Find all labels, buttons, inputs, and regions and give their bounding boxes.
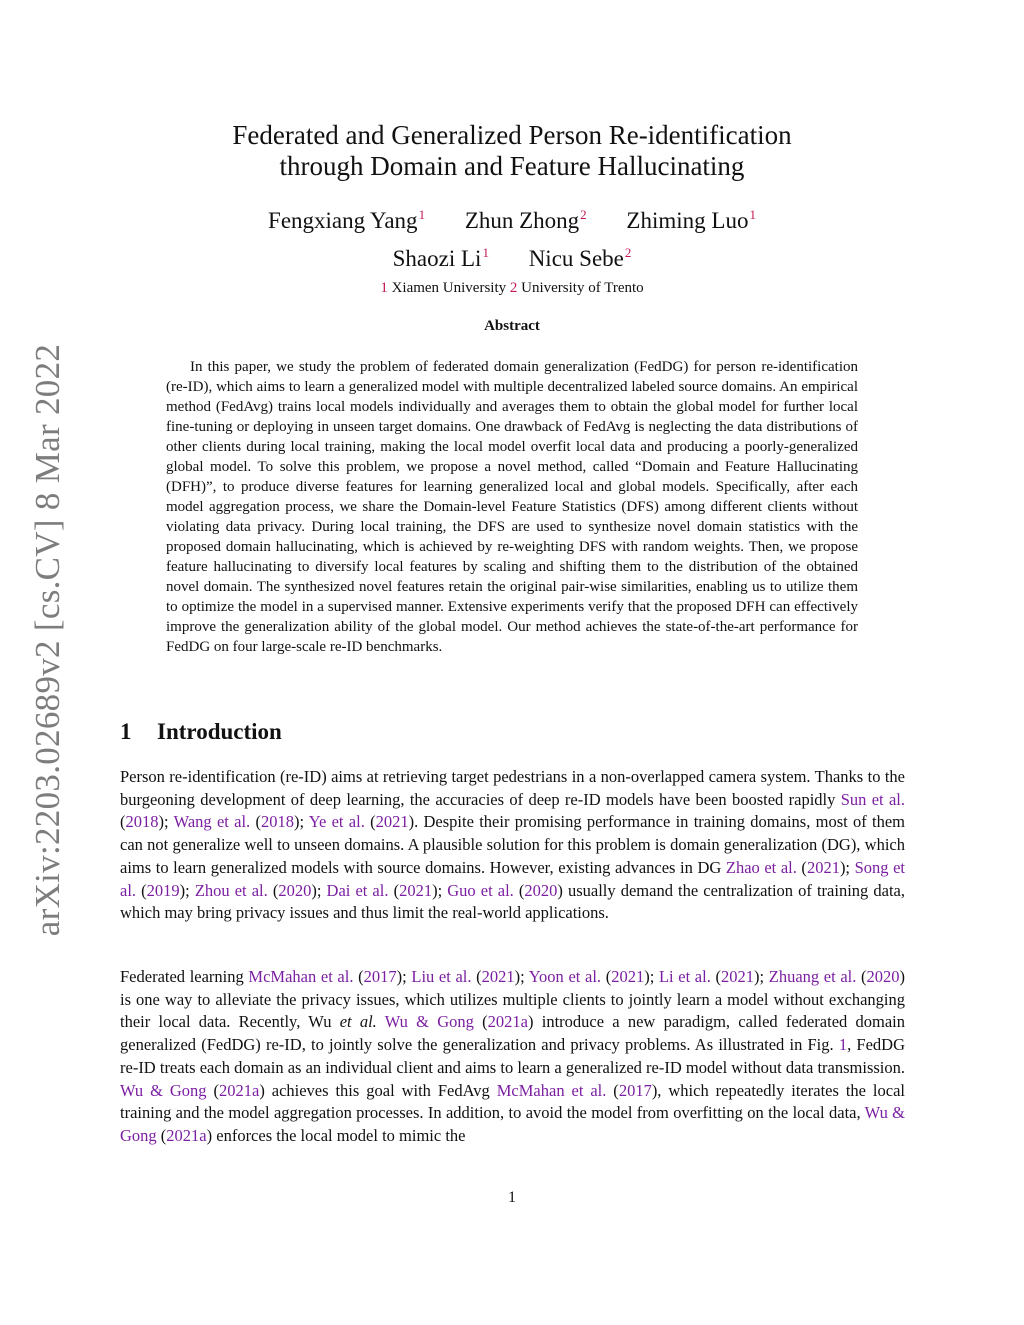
section-heading [120, 719, 282, 745]
citation-link[interactable]: Sun et al. [840, 789, 905, 809]
citation-link[interactable]: 2018 [260, 812, 294, 832]
intro-paragraph: Person re-identification (re-ID) aims at retrieving target pedestrians in a non-overlapped camera system. Thanks to the burgeoning development of deep learning, the accuracies of deep re-ID models have been boosted rapidly Sun et al. (2018); Wang et al. (2018); Ye et al. (2021). Despite their promising performance in training domains, most of them can not generalize well to unseen domains. A plausible solution for this problem is domain generalization (DG), which aims to learn generalized models with source domains. However, existing advances in DG Zhao et al. (2021); Song et al. (2019); Zhou et al. (2020); Dai et al. (2021); Guo et al. (2020) usually demand the centralization of training data, which may bring privacy issues and thus limit the real-world applications. [120, 767, 906, 923]
citation-link[interactable]: 2020 [524, 880, 558, 900]
arxiv-identifier-stamp: arXiv:2203.02689v2 [cs.CV] 8 Mar 2022 [28, 343, 67, 937]
page-number: 1 [508, 1189, 516, 1206]
citation-link[interactable]: 2021 [611, 967, 645, 986]
citation-link[interactable]: Wu & Gong [120, 1103, 906, 1145]
author [393, 237, 489, 275]
citation-link[interactable]: Song et al. [120, 857, 906, 900]
citation-link[interactable]: 2020 [866, 967, 900, 986]
citation-link[interactable]: Wu & Gong [384, 1012, 474, 1032]
affiliation-number[interactable]: 2 [509, 280, 518, 296]
affiliation-number[interactable]: 1 [380, 280, 388, 296]
citation-link[interactable]: 2021 [375, 812, 409, 832]
citation-link[interactable]: 2017 [618, 1080, 652, 1100]
author-row-1 [120, 199, 904, 237]
affiliation-marker[interactable]: 2 [580, 207, 587, 222]
citation-link[interactable]: Dai et al. [326, 880, 389, 900]
citation-link[interactable]: 2020 [278, 880, 312, 900]
citation-link[interactable]: 2021a [218, 1080, 260, 1100]
citation-link[interactable]: Liu et al. [411, 967, 472, 986]
citation-link[interactable]: McMahan et al. [248, 967, 354, 986]
citation-link[interactable]: 2021 [806, 857, 840, 877]
citation-link[interactable]: Zhuang et al. [768, 967, 857, 986]
author-name: Zhun Zhong [464, 208, 580, 233]
author [268, 199, 425, 237]
paper-title [120, 120, 904, 182]
citation-link[interactable]: Guo et al. [447, 880, 514, 900]
citation-link[interactable]: 2021 [481, 967, 515, 986]
affiliations [120, 280, 904, 297]
author-name: Nicu Sebe [528, 246, 624, 271]
citation-link[interactable]: Wu & Gong [120, 1080, 207, 1100]
citation-link[interactable]: Ye et al. [308, 812, 365, 832]
affiliation-marker[interactable]: 1 [482, 245, 489, 260]
author [626, 199, 756, 237]
citation-link[interactable]: 2021 [399, 880, 433, 900]
section-title: Introduction [157, 719, 282, 744]
citation-link[interactable]: 2018 [125, 812, 159, 832]
citation-link[interactable]: 2019 [146, 880, 180, 900]
author [529, 237, 632, 275]
citation-link[interactable]: Yoon et al. [528, 967, 602, 986]
affiliation-marker[interactable]: 2 [624, 245, 632, 260]
citation-link[interactable]: McMahan et al. [496, 1080, 607, 1100]
abstract-heading: Abstract [484, 318, 540, 334]
affiliation-name: Xiamen University [391, 280, 507, 296]
title-line-2: through Domain and Feature Hallucinating [279, 151, 745, 181]
author-list [120, 199, 904, 275]
citation-link[interactable]: Li et al. [658, 967, 711, 986]
citation-link[interactable]: Zhao et al. [725, 857, 797, 877]
citation-link[interactable]: Zhou et al. [194, 880, 268, 900]
author-name: Fengxiang Yang [268, 208, 418, 233]
citation-link[interactable]: 2021a [487, 1012, 528, 1032]
section-number: 1 [120, 719, 132, 744]
title-line-1: Federated and Generalized Person Re-identification [232, 120, 792, 150]
citation-link[interactable]: 1 [838, 1035, 848, 1055]
author [465, 199, 587, 237]
author-name: Zhiming Luo [626, 208, 749, 233]
abstract-text: In this paper, we study the problem of federated domain generalization (FedDG) for person re-identification (re-ID), which aims to learn a generalized model with multiple decentralized labeled source domains. An empirical method (FedAvg) trains local models individually and averages them to obtain the global model for further local fine-tuning or deploying in unseen target domains. One drawback of FedAvg is neglecting the data distributions of other clients during local training, making the local model overfit local data and producing a poorly-generalized global model. To solve this problem, we propose a novel method, called “Domain and Feature Hallucinating (DFH)”, to produce diverse features for learning generalized local and global models. Specifically, after each model aggregation process, we share the Domain-level Feature Statistics (DFS) among different clients without violating data privacy. During local training, the DFS are used to synthesize novel domain statistics with the proposed domain hallucinating, which is achieved by re-weighting DFS with random weights. Then, we propose feature hallucinating to diversify local features by scaling and shifting them to the distribution of the obtained novel domain. The synthesized novel features retain the original pair-wise similarities, enabling us to utilize them to optimize the model in a supervised manner. Extensive experiments verify that the proposed DFH can effectively improve the generalization ability of the global model. Our method achieves the state-of-the-art performance for FedDG on four large-scale re-ID benchmarks. [166, 359, 858, 655]
citation-link[interactable]: Wang et al. [173, 812, 251, 832]
author-name: Shaozi Li [392, 246, 482, 271]
citation-link[interactable]: 2017 [363, 967, 397, 986]
emphasis-text: et al. [339, 1012, 377, 1032]
citation-link[interactable]: 2021a [166, 1125, 207, 1145]
intro-paragraph: Federated learning McMahan et al. (2017); Liu et al. (2021); Yoon et al. (2021); Li et al. (2021); Zhuang et al. (2020) is one way to alleviate the privacy issues, which utilizes multiple clients to jointly learn a model without exchanging their local data. Recently, Wu et al. Wu & Gong (2021a) introduce a new paradigm, called federated domain generalized (FedDG) re-ID, to jointly solve the generalization and privacy problems. As illustrated in Fig. 1, FedDG re-ID treats each domain as an individual client and aims to learn a generalized re-ID model without data transmission. Wu & Gong (2021a) achieves this goal with FedAvg McMahan et al. (2017), which repeatedly iterates the local training and the model aggregation processes. In addition, to avoid the model from overfitting on the local data, Wu & Gong (2021a) enforces the local model to mimic the [120, 967, 906, 1145]
affiliation-name: University of Trento [521, 280, 644, 296]
affiliation-marker[interactable]: 1 [418, 207, 426, 222]
author-row-2 [120, 237, 904, 275]
affiliation-marker[interactable]: 1 [749, 207, 756, 222]
citation-link[interactable]: 2021 [721, 967, 754, 986]
